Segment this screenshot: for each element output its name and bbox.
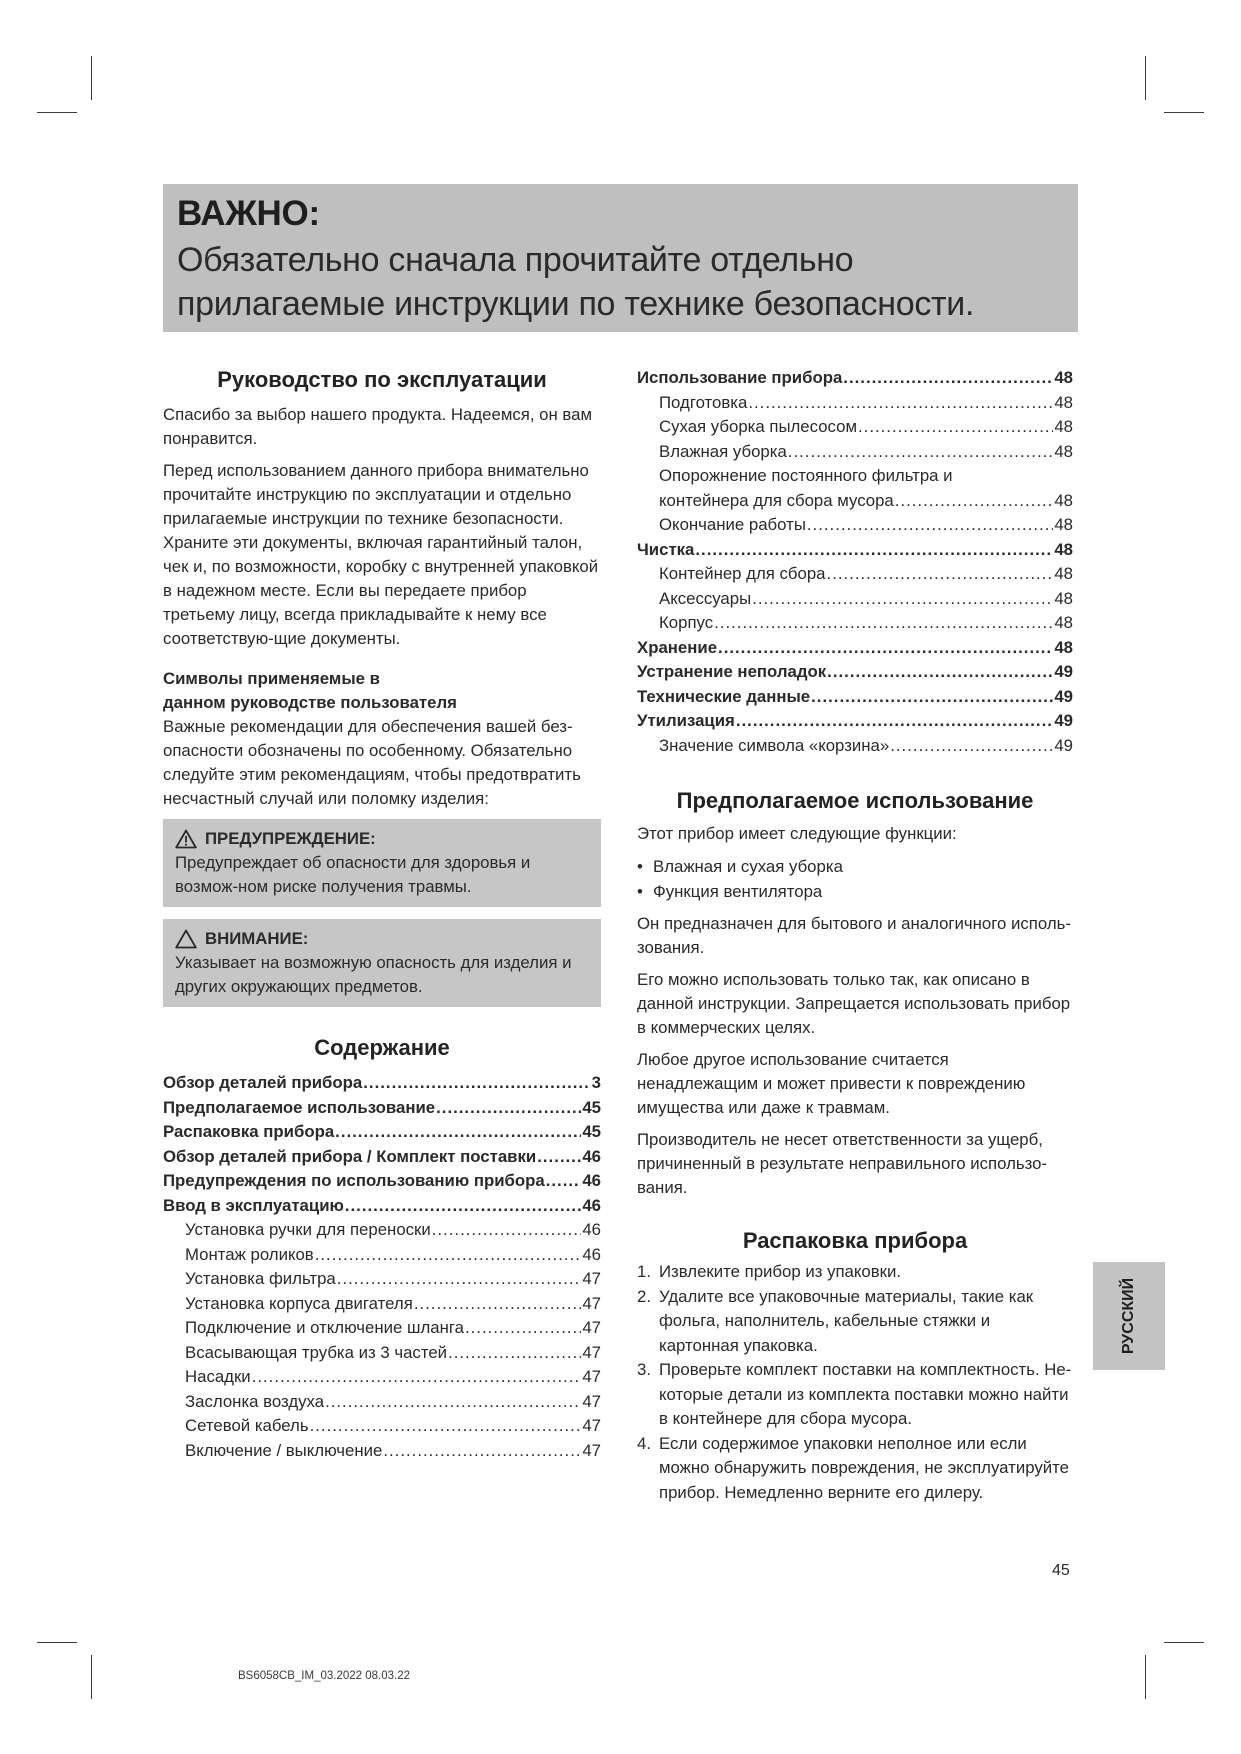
toc-entry-page: 48: [1054, 441, 1073, 461]
toc-leader-dots: [414, 1292, 582, 1317]
toc-entry-title: контейнера для сбора мусора: [659, 490, 894, 510]
toc-entry: [163, 1439, 601, 1464]
toc-entry-title: Утилизация: [637, 711, 735, 730]
right-column: [637, 366, 1073, 1505]
toc-entry-page: 49: [1054, 686, 1073, 706]
toc-entry-page: 3: [591, 1073, 601, 1092]
feature-item: • Влажная и сухая уборка: [637, 854, 1073, 879]
crop-mark: [1145, 56, 1146, 100]
toc-leader-dots: [827, 562, 1054, 587]
toc-entry: [163, 1316, 601, 1341]
important-banner: [163, 184, 1078, 332]
step-number: 3.: [637, 1360, 651, 1379]
toc-entry-title: Всасывающая трубка из 3 частей: [185, 1342, 448, 1362]
toc-entry-title: Предполагаемое использование: [163, 1097, 436, 1117]
toc-entry: [637, 611, 1073, 636]
toc-entry-title: Установка фильтра: [185, 1269, 336, 1288]
toc-entry-title: Использование прибора: [637, 368, 843, 387]
toc-entry-page: 46: [582, 1146, 601, 1166]
toc-entry: [163, 1071, 601, 1096]
toc-entry-title: Окончание работы: [659, 515, 806, 534]
manual-paragraph: Перед использованием данного прибора внимательно прочитайте инструкцию по эксплуатации и отдельно прилагаемые инструкции по технике безопасности. Храните эти документы, включая гарантийный талон, чек и, по возможности, коробку с внутренней упаковкой в надежном месте. Если вы передаете прибор третьему лицу, всегда прикладывайте к нему все соответствую-щие документы.: [163, 461, 599, 648]
step-number: 2.: [637, 1286, 651, 1306]
toc-entry-page: 46: [582, 1244, 601, 1264]
step-number: 4.: [637, 1433, 651, 1453]
unpacking-step: [637, 1285, 1073, 1359]
contents-heading: Содержание: [314, 1035, 450, 1060]
step-text: Извлеките прибор из упаковки.: [659, 1262, 902, 1281]
toc-leader-dots: [890, 734, 1053, 759]
warning-text: Предупреждает об опасности для здоровья и возмож-ном риске получения травмы.: [175, 853, 531, 896]
toc-entry-title: Подготовка: [659, 392, 748, 412]
toc-leader-dots: [345, 1194, 581, 1219]
toc-leader-dots: [363, 1071, 590, 1096]
symbols-text: Важные рекомендации для обеспечения вашей без-опасности обозначены по особенному. Обязательно следуйте этим рекомендациям, чтобы предотвратить несчастный случай или поломку изделия:: [163, 717, 581, 808]
toc-entry-title: Влажная уборка: [659, 441, 787, 461]
unpacking-step: [637, 1432, 1073, 1506]
toc-leader-dots: [315, 1243, 582, 1268]
language-tab: [1093, 1262, 1165, 1370]
toc-entry-page: 47: [582, 1318, 601, 1337]
toc-entry: [163, 1414, 601, 1439]
page-number: 45: [1052, 1562, 1070, 1579]
toc-entry-title: Заслонка воздуха: [185, 1391, 325, 1411]
warning-title: ПРЕДУПРЕЖДЕНИЕ:: [205, 829, 376, 848]
toc-entry: [163, 1390, 601, 1415]
toc-leader-dots: [858, 415, 1053, 440]
toc-leader-dots: [811, 685, 1053, 710]
toc-entry-page: 47: [582, 1367, 601, 1386]
crop-mark: [91, 56, 92, 100]
toc-entry: [163, 1169, 601, 1194]
toc-entry-page: 47: [582, 1416, 601, 1435]
toc-entry-page: 48: [1054, 515, 1073, 534]
toc-leader-dots: [895, 489, 1054, 514]
toc-entry-title: Значение символа «корзина»: [659, 735, 890, 755]
toc-entry: [637, 636, 1073, 661]
toc-entry: [163, 1243, 601, 1268]
toc-leader-dots: [695, 538, 1053, 563]
toc-entry-page: 48: [1054, 392, 1073, 412]
toc-entry: [637, 709, 1073, 734]
toc-entry-title: Обзор деталей прибора: [163, 1073, 363, 1092]
toc-entry-title: Распаковка прибора: [163, 1122, 335, 1141]
toc-leader-dots: [788, 440, 1054, 465]
toc-entry-title: Предупреждения по использованию прибора: [163, 1171, 545, 1190]
caution-text: Указывает на возможную опасность для изделия и других окружающих предметов.: [175, 953, 572, 996]
toc-entry-page: 48: [1054, 417, 1073, 436]
banner-title: ВАЖНО:: [177, 194, 320, 233]
toc-leader-dots: [537, 1145, 581, 1170]
toc-leader-dots: [718, 636, 1053, 661]
toc-entry-page: 47: [582, 1293, 601, 1313]
crop-mark: [91, 1655, 92, 1699]
toc-leader-dots: [843, 366, 1053, 391]
toc-entry: [637, 538, 1073, 563]
language-label: РУССКИЙ: [1120, 1277, 1137, 1355]
toc-entry-title: Обзор деталей прибора / Комплект поставки: [163, 1146, 537, 1166]
unpacking-steps: [637, 1260, 1073, 1505]
toc-entry-page: 49: [1054, 711, 1073, 730]
toc-entry-title: Контейнер для сбора: [659, 564, 826, 583]
toc-entry-page: 48: [1054, 637, 1073, 657]
step-text: Если содержимое упаковки неполное или если можно обнаружить повреждения, не эксплуатируйте прибор. Немедленно верните его дилеру.: [659, 1433, 1069, 1502]
unpacking-step: [637, 1358, 1073, 1432]
toc-entry: [163, 1218, 601, 1243]
toc-entry: [163, 1194, 601, 1219]
toc-entry: [637, 587, 1073, 612]
manual-paragraph: Спасибо за выбор нашего продукта. Надеемся, он вам понравится.: [163, 405, 593, 448]
symbols-heading: [163, 667, 601, 715]
toc-leader-dots: [748, 391, 1053, 416]
toc-entry: [637, 660, 1073, 685]
left-column: [163, 365, 601, 1463]
toc-entry-page: 49: [1054, 735, 1073, 755]
toc-entry: [163, 1292, 601, 1317]
step-number: 1.: [637, 1262, 651, 1281]
toc-entry: [637, 685, 1073, 710]
toc-entry: [163, 1096, 601, 1121]
toc-leader-dots: [546, 1169, 582, 1194]
toc-entry: [637, 513, 1073, 538]
warning-box: [163, 819, 601, 907]
toc-entry: [163, 1145, 601, 1170]
toc-entry-page: 47: [582, 1269, 601, 1288]
toc-entry-page: 46: [582, 1171, 601, 1190]
toc-entry: [637, 391, 1073, 416]
table-of-contents: [163, 1071, 601, 1463]
unpacking-heading: Распаковка прибора: [742, 1228, 968, 1253]
toc-entry-page: 47: [582, 1391, 601, 1411]
feature-item: • Функция вентилятора: [637, 879, 1073, 904]
toc-entry-title: Технические данные: [637, 686, 811, 706]
toc-entry-title: Ввод в эксплуатацию: [163, 1195, 344, 1215]
toc-entry: [163, 1341, 601, 1366]
toc-entry-page: 47: [582, 1440, 601, 1460]
toc-leader-dots: [448, 1341, 581, 1366]
toc-entry-page: 48: [1054, 368, 1073, 387]
toc-entry-title: Установка корпуса двигателя: [185, 1293, 413, 1313]
toc-entry-page: 46: [582, 1195, 601, 1215]
toc-leader-dots: [465, 1316, 581, 1341]
toc-entry: [163, 1267, 601, 1292]
toc-leader-dots: [714, 611, 1053, 636]
toc-entry-page: 47: [582, 1342, 601, 1362]
toc-leader-dots: [432, 1218, 582, 1243]
toc-leader-dots: [252, 1365, 582, 1390]
step-text: Удалите все упаковочные материалы, такие как фольга, наполнитель, кабельные стяжки и картонная упаковка.: [659, 1286, 1034, 1355]
crop-mark: [37, 1642, 77, 1643]
toc-entry-title: Установка ручки для переноски: [185, 1220, 431, 1239]
toc-leader-dots: [827, 660, 1053, 685]
toc-entry-page: 48: [1054, 564, 1073, 583]
toc-leader-dots: [807, 513, 1053, 538]
toc-entry-page: 46: [582, 1220, 601, 1239]
intended-paragraph: Он предназначен для бытового и аналогичного исполь-зования.: [637, 914, 1071, 957]
step-text: Проверьте комплект поставки на комплектность. Не-которые детали из комплекта поставки можно найти в контейнере для сбора мусора.: [659, 1360, 1072, 1428]
table-of-contents-continued: [637, 366, 1073, 758]
toc-leader-dots: [436, 1096, 581, 1121]
crop-mark: [1164, 112, 1204, 113]
toc-entry-page: 48: [1054, 490, 1073, 510]
toc-entry-page: 45: [582, 1097, 601, 1117]
toc-leader-dots: [383, 1439, 581, 1464]
unpacking-step: [637, 1260, 1073, 1285]
feature-list: [637, 854, 1073, 904]
toc-entry-title: Монтаж роликов: [185, 1244, 314, 1264]
toc-entry: [637, 415, 1073, 440]
intended-use-heading: Предполагаемое использование: [676, 788, 1034, 813]
crop-mark: [1145, 1655, 1146, 1699]
intended-intro: Этот прибор имеет следующие функции:: [637, 824, 957, 843]
toc-leader-dots: [752, 587, 1053, 612]
toc-entry-page: 48: [1054, 588, 1073, 608]
crop-mark: [1164, 1642, 1204, 1643]
toc-entry: [163, 1365, 601, 1390]
toc-leader-dots: [325, 1390, 581, 1415]
toc-entry: [637, 489, 1073, 514]
toc-entry: [637, 440, 1073, 465]
toc-entry: [637, 464, 1073, 489]
toc-entry: [637, 562, 1073, 587]
toc-entry-title: Чистка: [637, 539, 695, 559]
toc-entry-title: Аксессуары: [659, 588, 752, 608]
intended-paragraph: Производитель не несет ответственности за ущерб, причиненный в результате неправильного использо-вания.: [637, 1130, 1048, 1197]
toc-leader-dots: [337, 1267, 582, 1292]
symbols-heading-line: данном руководстве пользователя: [163, 693, 457, 712]
toc-entry-title: Подключение и отключение шланга: [185, 1318, 464, 1337]
banner-text: Обязательно сначала прочитайте отдельно прилагаемые инструкции по технике безопасности.: [177, 241, 975, 323]
toc-leader-dots: [736, 709, 1054, 734]
toc-entry: [163, 1120, 601, 1145]
toc-entry-page: 48: [1054, 539, 1073, 559]
toc-entry-page: 49: [1054, 662, 1073, 681]
caution-box: [163, 919, 601, 1007]
caution-triangle-icon: [175, 929, 197, 949]
warning-triangle-icon: [175, 829, 197, 849]
toc-leader-dots: [310, 1414, 582, 1439]
toc-entry-title: Сухая уборка пылесосом: [659, 417, 857, 436]
footer-code: BS6058CB_IM_03.2022 08.03.22: [238, 1670, 410, 1682]
caution-title: ВНИМАНИЕ:: [205, 929, 309, 948]
toc-entry-title: Включение / выключение: [185, 1440, 383, 1460]
symbols-heading-line: Символы применяемые в: [163, 669, 380, 688]
toc-entry-page: 48: [1054, 613, 1073, 632]
intended-paragraph: Его можно использовать только так, как описано в данной инструкции. Запрещается использовать прибор в коммерческих целях.: [637, 970, 1071, 1037]
toc-entry-title: Хранение: [637, 637, 718, 657]
toc-entry: [637, 366, 1073, 391]
intended-paragraph: Любое другое использование считается ненадлежащим и может привести к повреждению имущества или даже к травмам.: [637, 1050, 1026, 1117]
toc-entry-title: Опорожнение постоянного фильтра и: [659, 466, 953, 485]
manual-heading: Руководство по эксплуатации: [217, 367, 547, 392]
toc-leader-dots: [335, 1120, 581, 1145]
toc-entry-title: Сетевой кабель: [185, 1416, 309, 1435]
crop-mark: [37, 112, 77, 113]
toc-entry-title: Устранение неполадок: [637, 662, 827, 681]
toc-entry: [637, 734, 1073, 759]
toc-entry-title: Корпус: [659, 613, 714, 632]
toc-entry-title: Насадки: [185, 1367, 251, 1386]
toc-entry-page: 45: [582, 1122, 601, 1141]
